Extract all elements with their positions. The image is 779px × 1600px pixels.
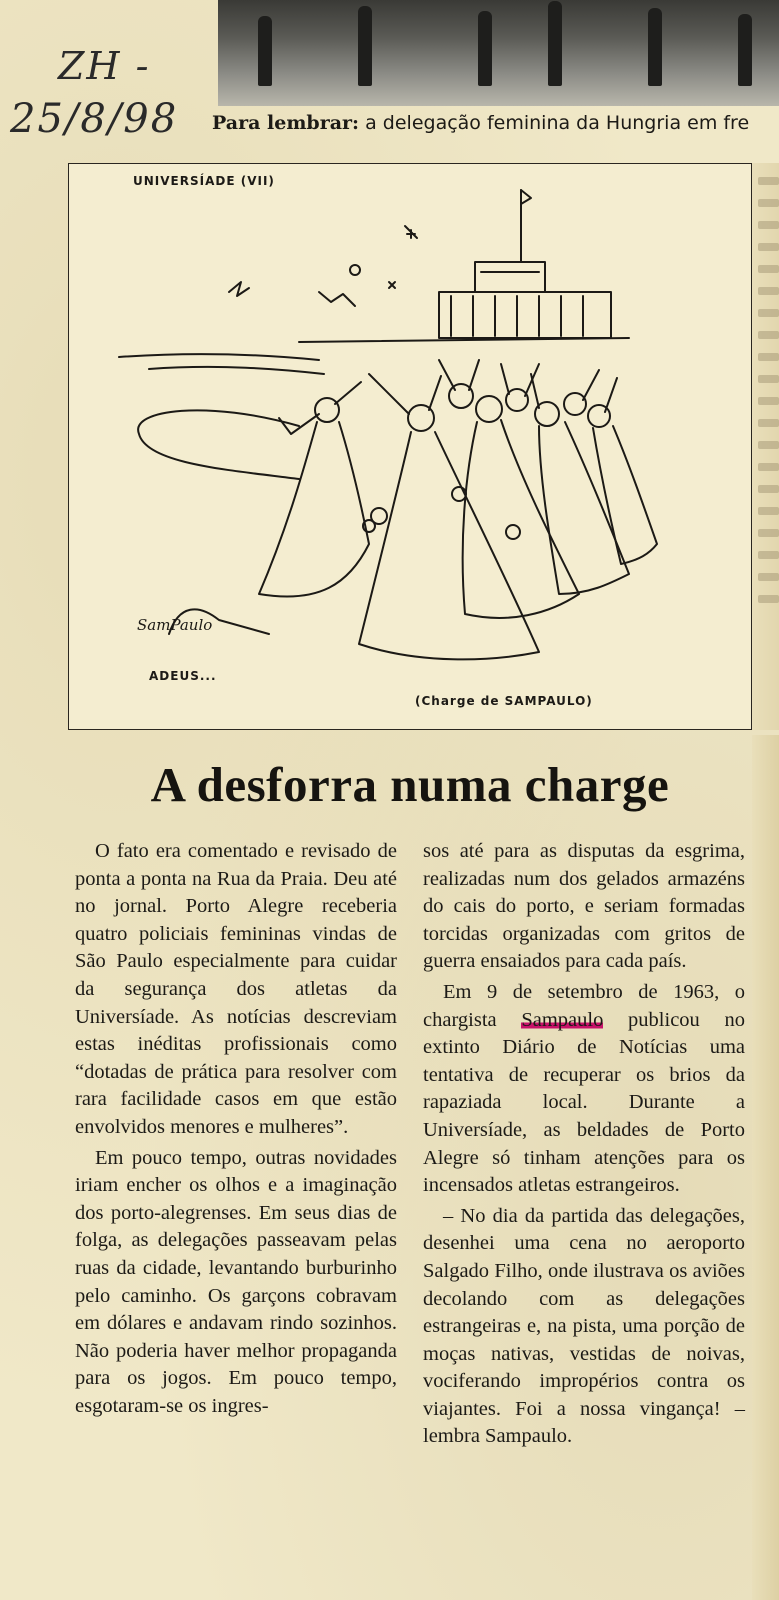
- col2-paragraph-3: – No dia da partida das delegações, desenhei uma cena no aeroporto Salgado Filho, onde ilustrava os aviões decolando com as delegações estrangeiras e, na pista, uma porção de moças nativas, vestidas de noivas, vociferando impropérios contra os viajantes. Foi a nossa vingança! – lembra Sampaulo.: [423, 1204, 745, 1448]
- caption-bold-lead: Para lembrar:: [212, 112, 360, 134]
- cartoon-credit: (Charge de SAMPAULO): [415, 694, 593, 708]
- article-column-1: [75, 838, 397, 1423]
- cartoon-bottom-text: ADEUS...: [149, 669, 217, 683]
- col1-paragraph-2: Em pouco tempo, outras novidades iriam encher os olhos e a imaginação dos porto-alegrenses. Em seus dias de folga, as delegações passeavam pelas ruas da cidade, levantando burburinho pelo caminho. Os garçons cobravam em dólares e andavam rindo sozinhos. Não poderia haver melhor propaganda para os jogos. Em pouco tempo, esgotaram-se os ingres-: [75, 1146, 397, 1417]
- top-photo: [218, 0, 779, 106]
- adjacent-column-bleed: [752, 163, 779, 730]
- cartoon-signature: SamPaulo: [137, 616, 213, 634]
- col2-paragraph-2: [423, 979, 745, 1200]
- cartoon-title: UNIVERSÍADE (VII): [133, 174, 275, 188]
- handwritten-date: 25/8/98: [10, 96, 179, 142]
- article-column-2: [423, 838, 745, 1454]
- col2-p2-before: Em 9 de setembro de 1963, o chargista: [423, 980, 745, 1031]
- handwritten-source: ZH -: [58, 44, 151, 88]
- cartoon-drawing: [69, 164, 753, 731]
- highlighted-name: Sampaulo: [521, 1008, 604, 1031]
- right-edge-bleed: [752, 735, 779, 1600]
- article-headline: A desforra numa charge: [150, 757, 670, 812]
- photo-caption: [212, 112, 779, 140]
- col1-paragraph-1: O fato era comentado e revisado de ponta a ponta na Rua da Praia. Deu até no jornal. Porto Alegre receberia quatro policiais femininas vindas de São Paulo especialmente para cuidar da segurança dos atletas da Universíade. As notícias descreviam estas inéditas profissionais como “dotadas de prática para resolver com rara facilidade casos em que estão envolvidos menores e mulheres”.: [75, 840, 397, 1138]
- cartoon-frame: [68, 163, 752, 730]
- col2-paragraph-1: sos até para as disputas da esgrima, realizadas num dos gelados armazéns do cais do porto, e seriam formadas torcidas organizadas com gritos de guerra ensaiados para cada país.: [423, 840, 745, 973]
- caption-text: a delegação feminina da Hungria em fre: [359, 112, 750, 134]
- col2-p2-after: publicou no extinto Diário de Notícias uma tentativa de recuperar os brios da rapaziada local. Durante a Universíade, as beldades de Porto Alegre só tinham atenções para os incensados atletas estrangeiros.: [423, 1008, 746, 1197]
